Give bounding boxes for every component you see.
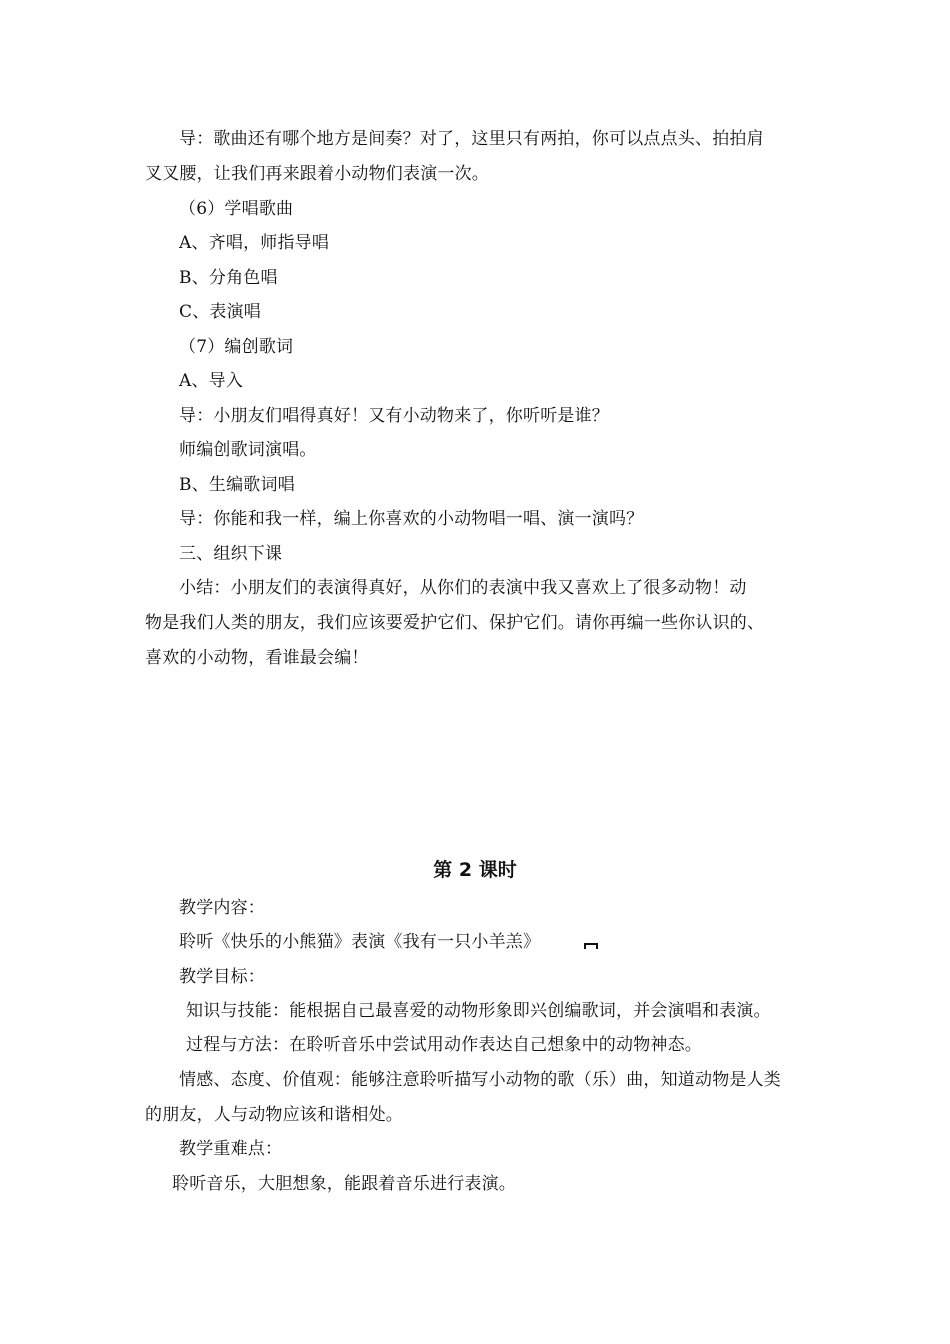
edit-mark <box>584 943 598 949</box>
subheading-line: （7）编创歌词 <box>179 337 294 357</box>
paragraph-line: 聆听音乐，大胆想象，能跟着音乐进行表演。 <box>172 1174 516 1194</box>
paragraph-line: 聆听《快乐的小熊猫》表演《我有一只小羊羔》 <box>179 932 541 952</box>
paragraph-line: 过程与方法：在聆听音乐中尝试用动作表达自己想象中的动物神态。 <box>186 1035 702 1055</box>
paragraph-line: 师编创歌词演唱。 <box>179 440 317 460</box>
list-item: B、分角色唱 <box>179 268 278 288</box>
paragraph-line: 教学目标： <box>179 967 265 987</box>
paragraph-line: 导：小朋友们唱得真好！又有小动物来了，你听听是谁？ <box>179 406 609 426</box>
paragraph-line: 导：歌曲还有哪个地方是间奏？对了，这里只有两拍，你可以点点头、拍拍肩 <box>179 129 764 149</box>
paragraph-line: 教学内容： <box>179 898 265 918</box>
list-item: A、齐唱，师指导唱 <box>179 233 330 253</box>
section-title: 第 2 课时 <box>433 859 517 881</box>
paragraph-line: 物是我们人类的朋友，我们应该要爱护它们、保护它们。请你再编一些你认识的、 <box>145 613 765 633</box>
paragraph-line: 叉叉腰，让我们再来跟着小动物们表演一次。 <box>145 164 489 184</box>
paragraph-line: 情感、态度、价值观：能够注意聆听描写小动物的歌（乐）曲，知道动物是人类 <box>179 1070 781 1090</box>
list-item: B、生编歌词唱 <box>179 475 295 495</box>
paragraph-line: 知识与技能：能根据自己最喜爱的动物形象即兴创编歌词，并会演唱和表演。 <box>186 1001 771 1021</box>
paragraph-line: 导：你能和我一样，编上你喜欢的小动物唱一唱、演一演吗？ <box>179 509 644 529</box>
paragraph-line: 的朋友，人与动物应该和谐相处。 <box>145 1105 403 1125</box>
list-item: C、表演唱 <box>179 302 262 322</box>
list-item: A、导入 <box>179 371 244 391</box>
subheading-line: （6）学唱歌曲 <box>179 199 294 219</box>
paragraph-line: 教学重难点： <box>179 1139 283 1159</box>
paragraph-line: 喜欢的小动物，看谁最会编！ <box>145 648 369 668</box>
paragraph-line: 小结：小朋友们的表演得真好，从你们的表演中我又喜欢上了很多动物！动 <box>179 578 747 598</box>
subheading-line: 三、组织下课 <box>179 544 283 564</box>
